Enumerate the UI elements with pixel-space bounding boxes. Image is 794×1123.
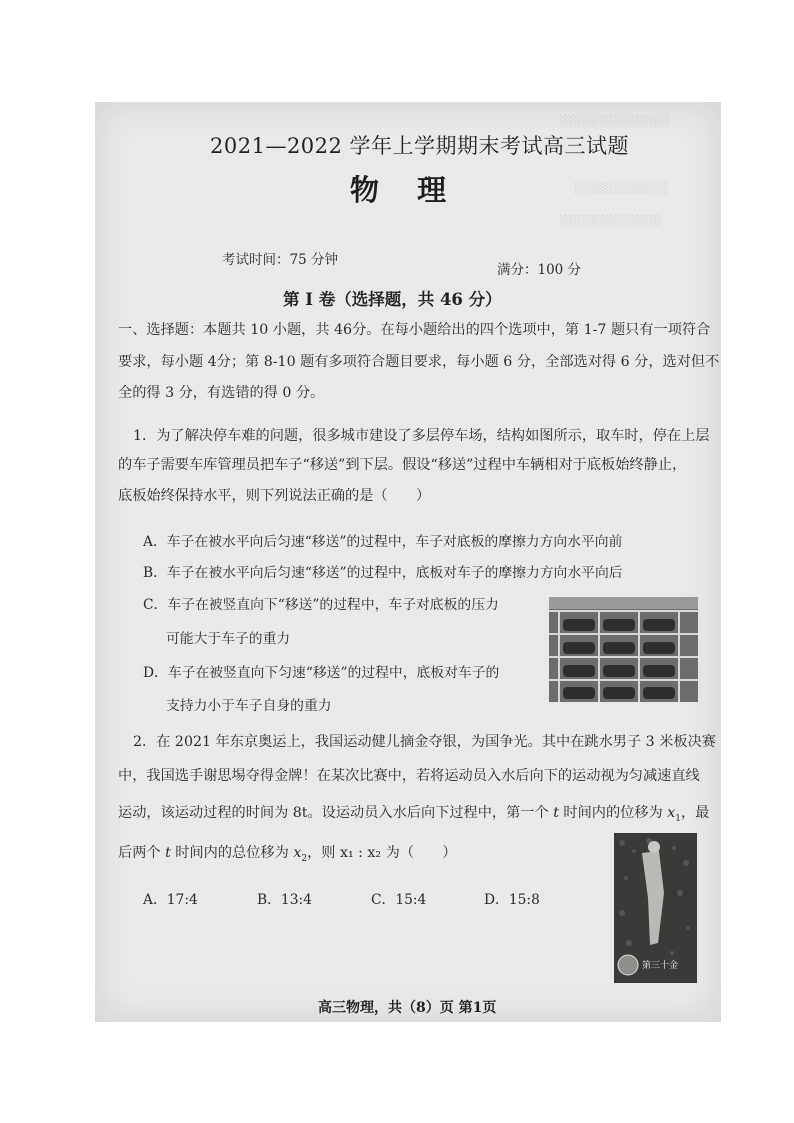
question-2-choice-c: C．15:4 xyxy=(371,892,427,908)
exam-time: 考试时间：75 分钟 xyxy=(222,252,338,268)
page-footer: 高三物理，共（8）页 第1页 xyxy=(318,1000,497,1016)
question-2-choice-d: D．15:8 xyxy=(484,892,540,908)
question-2-choice-b: B．13:4 xyxy=(257,892,312,908)
question-1-option-b: B．车子在被水平向后匀速“移送”的过程中，底板对车子的摩擦力方向水平向后 xyxy=(143,565,623,581)
full-score: 满分：100 分 xyxy=(497,262,582,278)
photo-badge-text: 第三十金 xyxy=(642,961,679,971)
instructions-line: 一、选择题：本题共 10 小题，共 46分。在每小题给出的四个选项中，第 1-7 题只有一项符合 xyxy=(118,322,711,338)
bleed-through-text: ░░░░░░░░░░░░░ xyxy=(560,115,670,128)
question-2-choice-a: A．17:4 xyxy=(143,892,198,908)
question-1-line: 底板始终保持水平，则下列说法正确的是（ ） xyxy=(118,488,431,504)
question-2-line: 后两个 t 时间内的总位移为 $x_2$，则 x₁ : x₂ 为（ ） xyxy=(118,845,457,864)
bleed-through-text: ░░░░░░░░░░░░ xyxy=(560,215,662,228)
question-1-option-d-continued: 支持力小于车子自身的重力 xyxy=(166,698,332,714)
bleed-through-text: ░░░░░░░░░░░ xyxy=(575,182,669,195)
question-1-option-c-continued: 可能大于车子的重力 xyxy=(166,631,291,647)
section-title: 第 Ⅰ 卷（选择题，共 46 分） xyxy=(283,290,502,309)
question-1-line: 的车子需要车库管理员把车子“移送”到下层。假设“移送”过程中车辆相对于底板始终静止， xyxy=(118,457,687,473)
question-1-option-a: A．车子在被水平向后匀速“移送”的过程中，车子对底板的摩擦力方向水平向前 xyxy=(143,534,623,550)
exam-title: 2021—2022 学年上学期期末考试高三试题 xyxy=(210,134,630,158)
question-1-line: 1．为了解决停车难的问题，很多城市建设了多层停车场，结构如图所示，取车时，停在上层 xyxy=(133,428,710,444)
question-2-line: 中，我国选手谢思埸夺得金牌！在某次比赛中，若将运动员入水后向下的运动视为匀减速直线 xyxy=(118,768,700,784)
question-1-option-d: D．车子在被竖直向下匀速“移送”的过程中，底板对车子的 xyxy=(143,665,500,681)
diver-photo xyxy=(614,833,697,983)
instructions-line: 要求，每小题 4分；第 8-10 题有多项符合题目要求，每小题 6 分，全部选对得 6 分，选对但不 xyxy=(118,354,720,370)
parking-garage-photo xyxy=(549,597,698,702)
question-2-line: 2．在 2021 年东京奥运上，我国运动健儿摘金夺银，为国争光。其中在跳水男子 3 米板决赛 xyxy=(133,734,716,750)
subject-title: 物 理 xyxy=(350,173,461,207)
question-2-line: 运动，该运动过程的时间为 8t。设运动员入水后向下过程中，第一个 t 时间内的位移为 $x_1$，最 xyxy=(118,805,710,824)
question-1-option-c: C．车子在被竖直向下“移送”的过程中，车子对底板的压力 xyxy=(143,597,499,613)
instructions-line: 全的得 3 分，有选错的得 0 分。 xyxy=(118,385,325,401)
